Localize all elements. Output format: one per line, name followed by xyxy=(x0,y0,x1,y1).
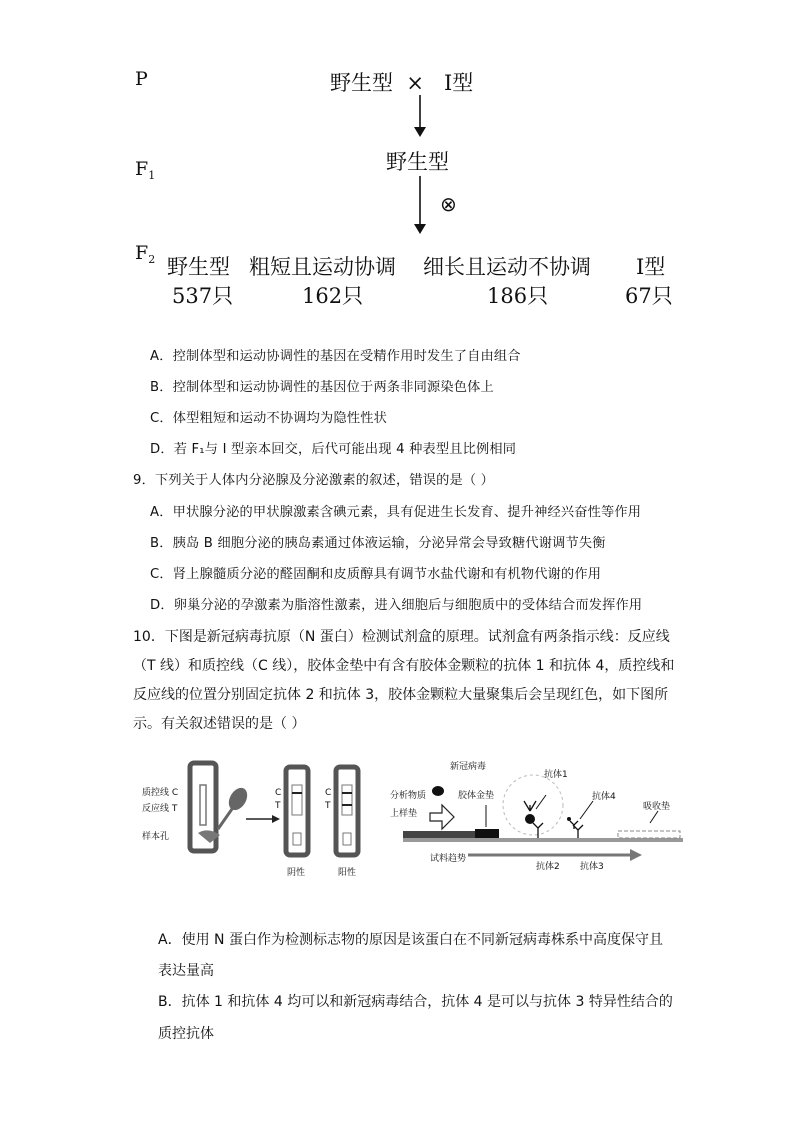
label-t-negative: T xyxy=(275,801,281,811)
label-antibody1: 抗体1 xyxy=(544,770,568,780)
parents-cross: 野生型 × I型 xyxy=(330,71,474,95)
label-positive: 阳性 xyxy=(338,868,357,878)
f2-count-1: 537只 xyxy=(172,284,234,308)
f2-count-4: 67只 xyxy=(625,284,673,308)
q10-stem-line-4: 示。有关叙述错误的是（ ） xyxy=(133,716,306,732)
sample-pad xyxy=(403,831,475,838)
antibody2-shape xyxy=(533,823,543,838)
q10-option-a-line-1: A．使用 N 蛋白作为检测标志物的原因是该蛋白在不同新冠病毒株系中高度保守且 xyxy=(158,932,663,948)
antigen-test-figure xyxy=(138,755,688,885)
antibody4-shape xyxy=(570,821,578,829)
virus-dot xyxy=(432,786,444,796)
q10-stem-line-2: （T 线）和质控线（C 线），胶体金垫中有含有胶体金颗粒的抗体 1 和抗体 4，质控线和 xyxy=(133,658,675,674)
antibody1-shape xyxy=(524,801,536,811)
f2-count-2: 162只 xyxy=(302,284,364,308)
f1-phenotype: 野生型 xyxy=(386,150,449,174)
q10-option-b-line-1: B．抗体 1 和抗体 4 均可以和新冠病毒结合，抗体 4 是可以与抗体 3 特异性结合的 xyxy=(158,994,673,1010)
label-analyte: 分析物质 xyxy=(390,791,427,801)
q9-option-c: C．肾上腺髓质分泌的醛固酮和皮质醇具有调节水盐代谢和有机物代谢的作用 xyxy=(150,567,602,582)
generation-p-label: P xyxy=(135,68,148,90)
label-flow: 试料趋势 xyxy=(430,854,467,864)
generation-f2-label: $F_2$ xyxy=(135,242,156,266)
q10-stem-line-3: 反应线的位置分别固定抗体 2 和抗体 3，胶体金颗粒大量聚集后会呈现红色，如下图所 xyxy=(133,687,669,703)
label-sample-hole: 样本孔 xyxy=(142,832,170,842)
q8-option-b: B．控制体型和运动协调性的基因位于两条非同源染色体上 xyxy=(150,380,494,395)
arrow-f1-to-f2 xyxy=(405,176,435,238)
f2-phenotype-4: I型 xyxy=(636,255,666,279)
label-antibody4: 抗体4 xyxy=(592,792,616,802)
f2-phenotype-3: 细长且运动不协调 xyxy=(423,255,591,279)
label-colloid-pad: 胶体金垫 xyxy=(458,791,495,801)
figure-drawing xyxy=(138,755,688,885)
q8-option-c: C．体型粗短和运动不协调均为隐性性状 xyxy=(150,411,387,426)
label-test-line: 反应线 T xyxy=(142,804,178,814)
q9-stem: 9．下列关于人体内分泌腺及分泌激素的叙述，错误的是（ ） xyxy=(133,473,495,488)
q8-option-a: A．控制体型和运动协调性的基因在受精作用时发生了自由组合 xyxy=(150,349,521,364)
q10-option-b-line-2: 质控抗体 xyxy=(158,1026,214,1042)
label-absorb-pad: 吸收垫 xyxy=(643,802,671,812)
self-cross-symbol: ⊗ xyxy=(440,192,457,216)
membrane-strip xyxy=(403,838,683,842)
colloid-gold-pad xyxy=(475,829,499,839)
label-sample-pad: 上样垫 xyxy=(390,809,418,819)
label-antibody2: 抗体2 xyxy=(536,862,560,872)
absorb-pad xyxy=(618,831,680,838)
label-negative: 阴性 xyxy=(287,868,306,878)
q9-option-d: D．卵巢分泌的孕激素为脂溶性激素，进入细胞后与细胞质中的受体结合而发挥作用 xyxy=(150,598,643,613)
label-virus: 新冠病毒 xyxy=(450,762,487,772)
f2-phenotype-1: 野生型 xyxy=(167,255,230,279)
q10-stem-line-1: 10．下图是新冠病毒抗原（N 蛋白）检测试剂盒的原理。试剂盒有两条指示线：反应线 xyxy=(133,629,670,645)
q10-option-a-line-2: 表达量高 xyxy=(158,963,214,979)
q9-option-b: B．胰岛 B 细胞分泌的胰岛素通过体液运输，分泌异常会导致糖代谢调节失衡 xyxy=(150,536,606,551)
arrow-p-to-f1 xyxy=(405,95,435,140)
label-control-line: 质控线 C xyxy=(142,788,179,798)
label-antibody3: 抗体3 xyxy=(580,862,604,872)
label-c-positive: C xyxy=(325,788,332,798)
q8-option-d: D．若 F₁与 I 型亲本回交，后代可能出现 4 种表型且比例相同 xyxy=(150,442,517,457)
dropper-bulb xyxy=(225,785,251,814)
f2-phenotype-2: 粗短且运动协调 xyxy=(249,255,396,279)
f2-count-3: 186只 xyxy=(487,284,549,308)
label-c-negative: C xyxy=(275,788,282,798)
sample-arrow xyxy=(430,805,454,829)
label-t-positive: T xyxy=(325,801,331,811)
q9-option-a: A．甲状腺分泌的甲状腺激素含碘元素，具有促进生长发育、提升神经兴奋性等作用 xyxy=(150,505,642,520)
generation-f1-label: $F_1$ xyxy=(135,158,156,182)
